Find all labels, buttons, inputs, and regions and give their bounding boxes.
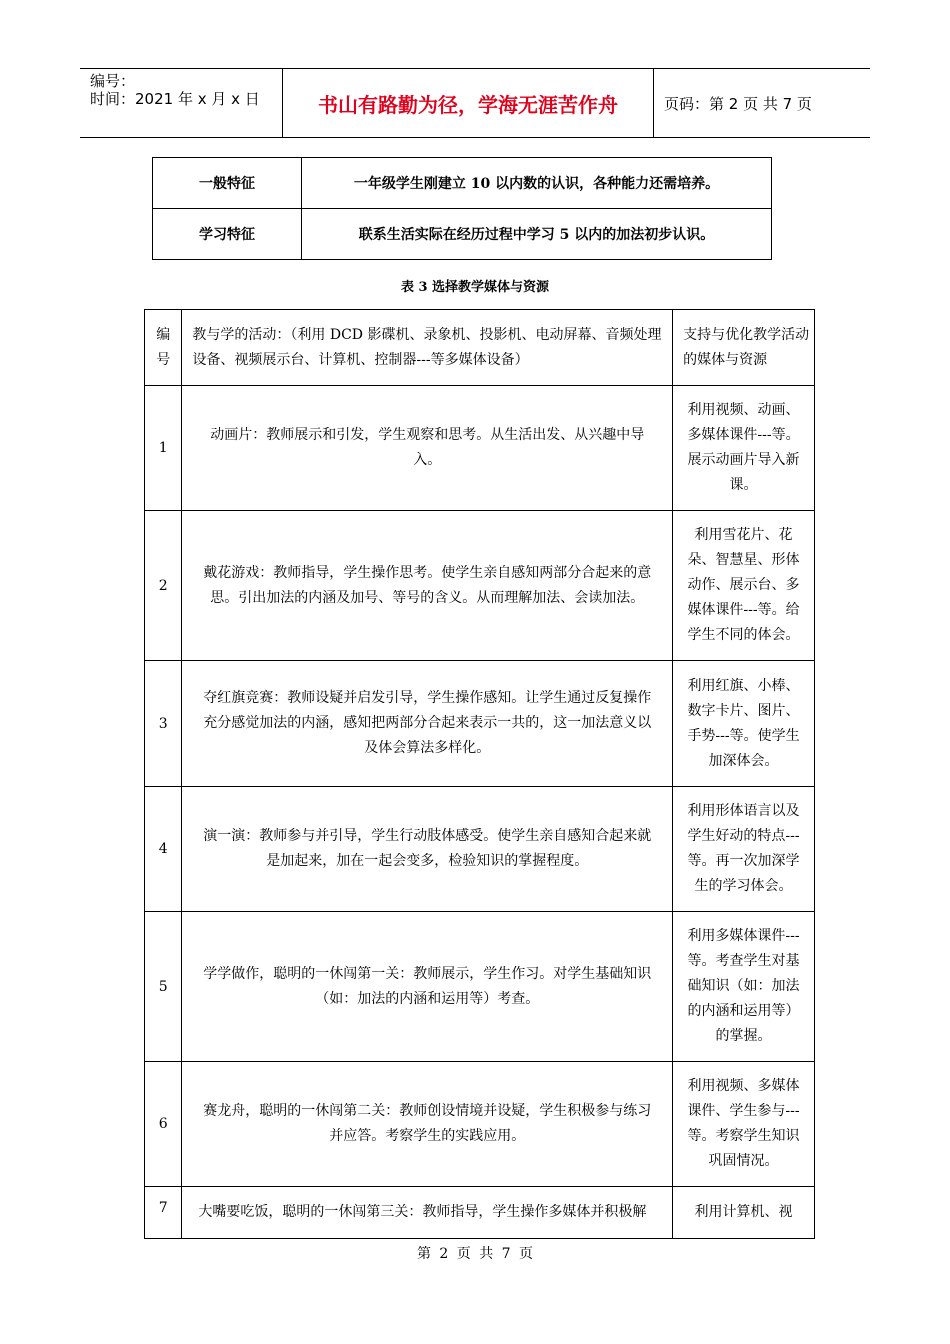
row-activity	[182, 1187, 673, 1239]
row-num: 4	[145, 787, 182, 912]
characteristic-value: 一年级学生刚建立 10 以内数的认识，各种能力还需培养。	[302, 158, 772, 209]
header-meta	[80, 69, 283, 137]
row-num: 6	[145, 1062, 182, 1187]
page-header	[80, 68, 870, 138]
table-row	[153, 209, 772, 260]
characteristic-value: 联系生活实际在经历过程中学习 5 以内的加法初步认识。	[302, 209, 772, 260]
characteristic-key: 一般特征	[153, 158, 302, 209]
header-num-text: 编号	[156, 327, 171, 368]
row-activity	[182, 661, 673, 787]
table-row	[145, 386, 815, 511]
row-activity-text: 赛龙舟，聪明的一休闯第二关：教师创设情境并设疑，学生积极参与练习并应答。考察学生的实践应用。	[203, 1103, 652, 1144]
row-num: 5	[145, 912, 182, 1062]
row-resource	[673, 1187, 815, 1239]
row-activity-text: 学学做作，聪明的一休闯第一关：教师展示，学生作习。对学生基础知识（如：加法的内涵和运用等）考查。	[203, 965, 652, 1007]
row-resource	[673, 787, 815, 912]
characteristic-key: 学习特征	[153, 209, 302, 260]
motto: 书山有路勤为径，学海无涯苦作舟	[283, 69, 654, 137]
header-num	[145, 310, 182, 386]
row-resource-text: 利用雪花片、花朵、智慧星、形体动作、展示台、多媒体课件---等。给学生不同的体会。	[687, 527, 800, 643]
page-footer: 第 2 页 共 7 页	[416, 1246, 534, 1262]
row-resource-text: 利用红旗、小棒、数字卡片、图片、手势---等。使学生加深体会。	[687, 677, 800, 769]
row-activity	[182, 787, 673, 912]
row-resource	[673, 912, 815, 1062]
row-num: 2	[145, 511, 182, 661]
row-activity	[182, 912, 673, 1062]
characteristics-table	[152, 157, 772, 260]
row-resource-text: 利用形体语言以及学生好动的特点---等。再一次加深学生的学习体会。	[687, 803, 800, 894]
row-resource-text: 利用视频、动画、多媒体课件---等。展示动画片导入新课。	[687, 402, 800, 493]
row-num: 3	[145, 661, 182, 787]
row-resource	[673, 661, 815, 787]
header-resource	[673, 310, 815, 386]
row-activity-text: 演一演：教师参与并引导，学生行动肢体感受。使学生亲自感知合起来就是加起来，加在一起会变多，检验知识的掌握程度。	[203, 828, 652, 869]
header-activity-text: 教与学的活动：（利用 DCD 影碟机、录象机、投影机、电动屏幕、音频处理设备、视频展示台、计算机、控制器---等多媒体设备）	[192, 327, 662, 368]
row-resource	[673, 386, 815, 511]
table-row	[145, 1187, 815, 1239]
media-table	[144, 309, 815, 1239]
row-activity	[182, 386, 673, 511]
time-label: 时间：2021 年 x 月 x 日	[90, 90, 260, 108]
table-row	[145, 1062, 815, 1187]
header-resource-text: 支持与优化教学活动的媒体与资源	[683, 327, 810, 368]
row-activity-text: 戴花游戏：教师指导，学生操作思考。使学生亲自感知两部分合起来的意思。引出加法的内涵及加号、等号的含义。从而理解加法、会读加法。	[203, 564, 652, 606]
row-resource-text: 利用计算机、视	[694, 1204, 793, 1220]
row-resource-text: 利用视频、多媒体课件、学生参与---等。考察学生知识巩固情况。	[687, 1078, 800, 1169]
table-row	[145, 661, 815, 787]
table3-caption: 表 3 选择教学媒体与资源	[400, 280, 550, 295]
row-activity-text: 大嘴要吃饭，聪明的一休闯第三关：教师指导，学生操作多媒体并积极解	[198, 1204, 647, 1220]
table-row	[153, 158, 772, 209]
row-activity-text: 动画片：教师展示和引发，学生观察和思考。从生活出发、从兴趣中导入。	[210, 427, 645, 468]
header-activity	[182, 310, 673, 386]
row-resource	[673, 1062, 815, 1187]
table-row	[145, 787, 815, 912]
table-header-row	[145, 310, 815, 386]
table-row	[145, 912, 815, 1062]
table-row	[145, 511, 815, 661]
page-label: 页码：第 2 页 共 7 页	[664, 94, 812, 113]
row-activity-text: 夺红旗竞赛：教师设疑并启发引导，学生操作感知。让学生通过反复操作充分感觉加法的内涵，感知把两部分合起来表示一共的，这一加法意义以及体会算法多样化。	[203, 690, 652, 756]
row-num: 7	[145, 1187, 182, 1239]
number-label: 编号：	[90, 72, 136, 90]
row-resource-text: 利用多媒体课件---等。考查学生对基础知识（如：加法的内涵和运用等）的掌握。	[687, 928, 800, 1044]
row-num: 1	[145, 386, 182, 511]
row-resource	[673, 511, 815, 661]
row-activity	[182, 511, 673, 661]
row-activity	[182, 1062, 673, 1187]
